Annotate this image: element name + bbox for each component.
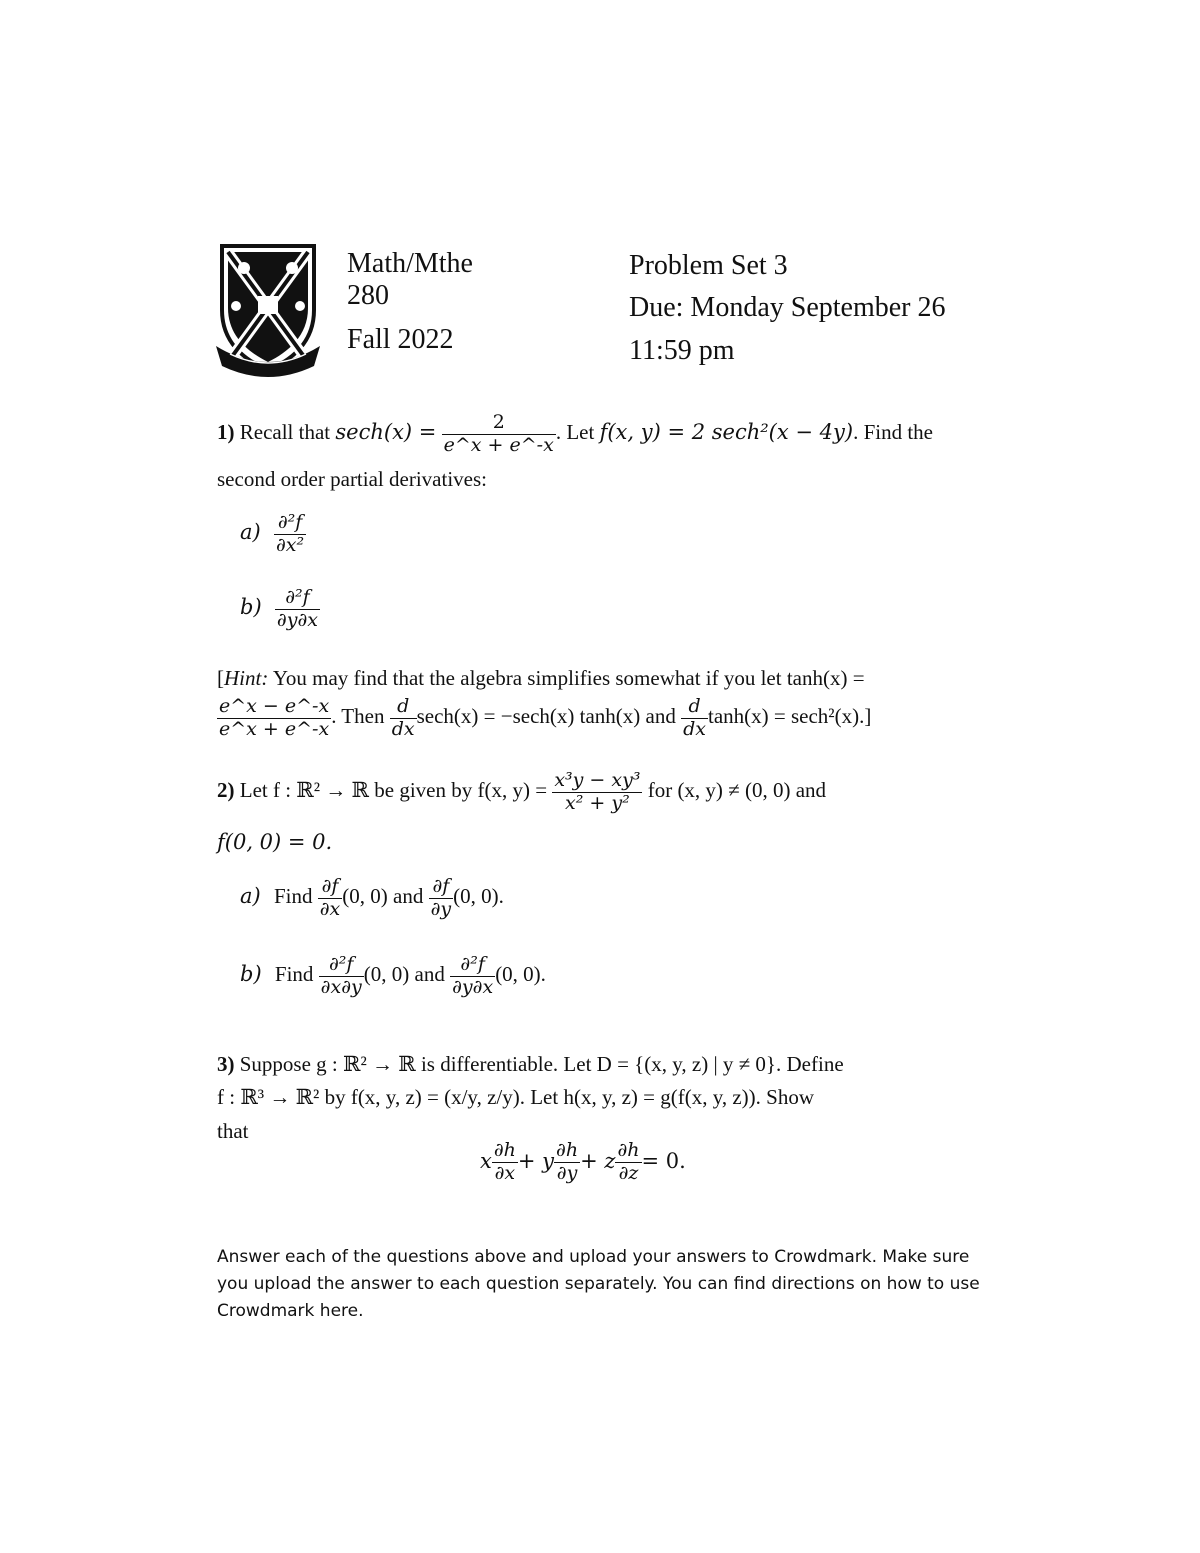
question-3 (217, 1050, 844, 1078)
q2-frac-num: x³y − xy³ (554, 769, 641, 791)
q3-line2: f : ℝ³ → ℝ² by f(x, y, z) = (x/y, z/y). Let h(x, y, z) = g(f(x, y, z)). Show (217, 1085, 815, 1109)
q2-part-b-label: b) (240, 962, 262, 987)
q2-part-b-find: Find (274, 962, 314, 987)
hint-d-den-2: dx (683, 717, 706, 740)
hint-tanh-fraction (217, 696, 331, 741)
hint-d-num-2: d (681, 696, 708, 719)
q3-line3: that (217, 1119, 249, 1143)
q1-find: . Find the (853, 420, 933, 445)
q1-part-a-num: ∂²f (274, 512, 306, 535)
q1-number: 1) (217, 420, 235, 445)
q1-part-b-label: b) (240, 595, 262, 620)
q1-part-b (240, 587, 320, 632)
q2-part-a-label: a) (240, 884, 261, 909)
q1-part-b-fraction (275, 587, 320, 632)
hint-tanh-num: e^x − e^-x (219, 695, 330, 717)
q2-fraction (552, 770, 642, 815)
q3-dx-den: ∂x (494, 1161, 516, 1184)
problem-set-title: Problem Set 3 (629, 250, 788, 281)
hint-open-bracket: [ (217, 666, 224, 690)
q3-line1: Suppose g : ℝ² → ℝ is differentiable. Let D = {(x, y, z) | y ≠ 0}. Define (239, 1052, 844, 1076)
due-date: Due: Monday September 26 (629, 292, 946, 323)
q3-dh-num-2: ∂h (556, 1139, 579, 1161)
q3-dh-dy (554, 1140, 580, 1185)
hint-then: . Then (331, 704, 385, 729)
q1-part-a (240, 512, 306, 557)
q3-number: 3) (217, 1052, 235, 1076)
q1-line2: second order partial derivatives: (217, 467, 487, 491)
q1-part-a-fraction (274, 512, 306, 557)
q2-part-b-den2: ∂y∂x (452, 975, 494, 998)
q1-part-b-num: ∂²f (275, 587, 320, 610)
hint-line1 (217, 664, 865, 692)
q2-part-a-frac1 (318, 876, 343, 921)
q1-sech-fraction (442, 412, 556, 457)
q2-part-b-frac1 (319, 954, 364, 999)
hint-d-fraction-1 (390, 696, 417, 741)
footer-line1: Answer each of the questions above and upload your answers to Crowdmark. Make sure (217, 1247, 970, 1267)
q3-eq-plus-y: + y (517, 1148, 555, 1173)
q3-equation (480, 1140, 686, 1185)
question-2 (217, 770, 826, 815)
q2-text1: Let f : ℝ² → ℝ be given by f(x, y) = (239, 778, 548, 803)
q1-recall-text: Recall that (239, 420, 331, 445)
q2-part-b-num2: ∂²f (450, 954, 495, 977)
q2-text2: for (x, y) ≠ (0, 0) and (647, 778, 827, 803)
term: Fall 2022 (347, 324, 454, 355)
q3-dh-dx (492, 1140, 518, 1185)
q2-part-b-frac2 (450, 954, 495, 999)
q2-part-a-num2: ∂f (429, 876, 454, 899)
footer-instructions (217, 1244, 980, 1326)
q2-frac-den: x² + y² (565, 791, 630, 814)
q3-dh-dz (615, 1140, 641, 1185)
q2-part-b-den1: ∂x∂y (320, 975, 362, 998)
q1-f-def: f(x, y) = 2 sech²(x − 4y) (599, 420, 854, 445)
hint-d-num-1: d (390, 696, 417, 719)
q2-part-b-num1: ∂²f (319, 954, 364, 977)
q3-eq-end: = 0. (641, 1148, 686, 1173)
q2-part-a-mid: (0, 0) and (342, 884, 424, 909)
q2-part-a-frac2 (429, 876, 454, 921)
course-code (347, 248, 473, 312)
q1-sech-def: sech(x) = (335, 420, 437, 445)
q1-part-b-den: ∂y∂x (276, 608, 318, 631)
q3-eq-plus-z: + z (580, 1148, 616, 1173)
q2-part-a-find: Find (273, 884, 313, 909)
q3-dh-num-3: ∂h (617, 1139, 640, 1161)
q1-sech-num: 2 (442, 412, 556, 435)
q2-part-a (240, 876, 504, 921)
q1-part-a-label: a) (240, 520, 261, 545)
q2-part-b-mid: (0, 0) and (363, 962, 445, 987)
q3-dy-den: ∂y (556, 1161, 578, 1184)
hint-text1: You may find that the algebra simplifies somewhat if you let tanh(x) = (272, 666, 865, 690)
q2-part-a-num1: ∂f (318, 876, 343, 899)
footer-line3-crowdmark-link[interactable]: Crowdmark here. (217, 1301, 364, 1322)
q3-dz-den: ∂z (618, 1161, 639, 1184)
q2-part-a-den2: ∂y (430, 897, 452, 920)
hint-line2 (217, 696, 871, 741)
hint-deriv2: tanh(x) = sech²(x).] (708, 704, 872, 729)
hint-deriv1: sech(x) = −sech(x) tanh(x) and (416, 704, 676, 729)
q2-part-b-end: (0, 0). (495, 962, 546, 987)
university-crest-logo (214, 242, 324, 378)
q3-dh-num-1: ∂h (493, 1139, 516, 1161)
q2-part-a-end: (0, 0). (453, 884, 504, 909)
q1-let: . Let (555, 420, 595, 445)
q2-part-a-den1: ∂x (319, 897, 341, 920)
course-line2: 280 (347, 280, 389, 312)
question-1 (217, 412, 987, 457)
q1-sech-den: e^x + e^-x (443, 433, 554, 456)
q3-eq-x: x (480, 1148, 492, 1173)
hint-d-den-1: dx (391, 717, 415, 740)
footer-line2: you upload the answer to each question separately. You can find directions on how to use (217, 1274, 980, 1295)
hint-tanh-den: e^x + e^-x (219, 717, 330, 740)
q1-part-a-den: ∂x² (275, 533, 305, 556)
hint-d-fraction-2 (681, 696, 708, 741)
q2-part-b (240, 954, 546, 999)
course-line1: Math/Mthe (347, 248, 473, 279)
q2-line2: f(0, 0) = 0. (217, 830, 333, 854)
q2-number: 2) (217, 778, 235, 803)
due-time: 11:59 pm (629, 335, 735, 366)
hint-label: Hint: (224, 666, 269, 690)
